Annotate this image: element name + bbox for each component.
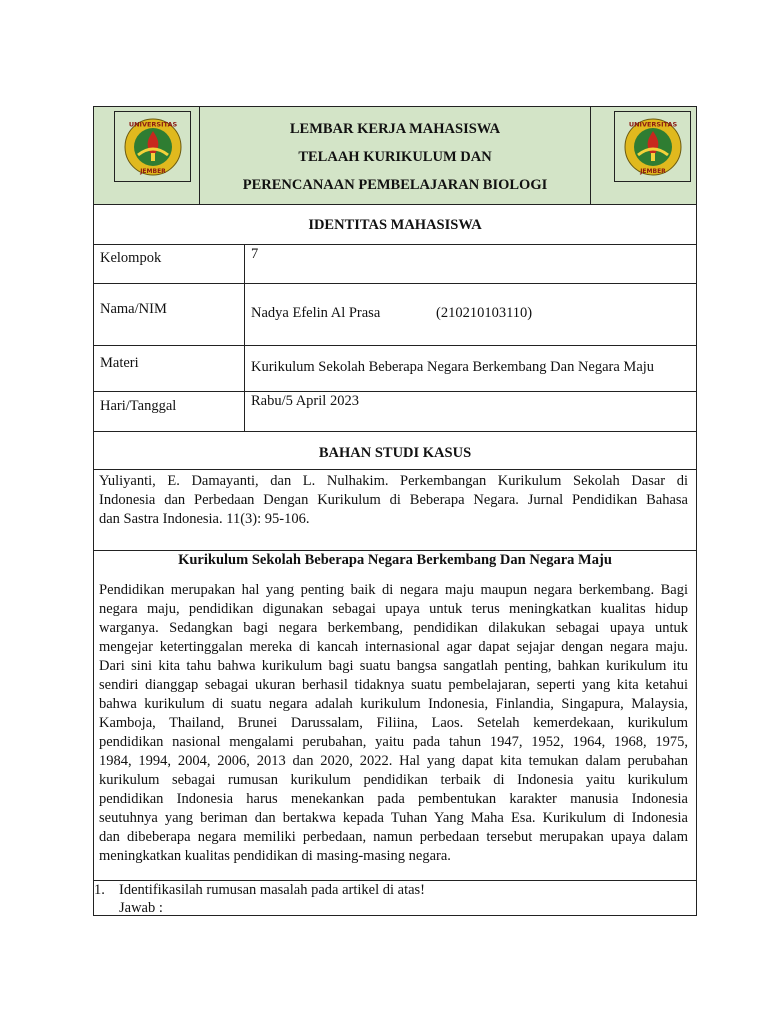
identity-label-nama: Nama/NIM [100,301,167,317]
article-line: Dari sini kita tahu bahwa kurikulum bagi suatu bangsa sangatlah penting, bahkan kurikulum itu [99,658,688,674]
identity-value-kelompok: 7 [251,246,259,262]
reference-citation [99,472,688,529]
article-line: Pendidikan merupakan hal yang penting baik di negara maju maupun negara berkembang. Bagi [99,582,688,598]
university-emblem-icon [122,117,184,177]
university-emblem-icon [622,117,684,177]
reference-line: Yuliyanti, E. Damayanti, dan L. Nulhakim. Perkembangan Kurikulum Sekolah Dasar di [99,473,688,489]
article-line: sendiri dianggap sebagai ukuran berhasil tidaknya suatu pembelajaran, seperti yang kita ketahui [99,677,688,693]
svg-text:JEMBER: JEMBER [640,168,666,175]
title-line-3: PERENCANAAN PEMBELAJARAN BIOLOGI [242,177,548,193]
article-line: negara maju, pendidikan digunakan sebagai upaya untuk terus meningkatkan kualitas hidup [99,601,688,617]
student-nim: (210210103110) [436,305,533,321]
article-line: meningkatkan kualitas pendidikan di masing-masing negara. [99,848,451,864]
reference-line: Indonesia dan Perbedaan Dengan Kurikulum di Beberapa Negara. Jurnal Pendidikan Bahasa [99,492,688,508]
university-logo-right [614,111,691,182]
question-text: Identifikasilah rumusan masalah pada artikel di atas! [119,882,426,898]
left-logo-cell [94,107,200,205]
university-logo-left [114,111,191,182]
reference-line: dan Sastra Indonesia. 11(3): 95-106. [99,511,310,527]
svg-text:UNIVERSITAS: UNIVERSITAS [628,120,678,129]
article-line: bahwa kurikulum di suatu negara adalah kurikulum Indonesia, Finlandia, Singapura, Malaysia, [99,696,688,712]
identity-value-materi: Kurikulum Sekolah Beberapa Negara Berkembang Dan Negara Maju [251,359,655,375]
header-row [94,107,696,205]
case-study-heading: BAHAN STUDI KASUS [318,445,472,461]
article-line: warganya. Sedangkan bagi negara berkembang, pendidikan dilakukan sebagai upaya untuk [99,620,688,636]
worksheet-title [200,107,590,205]
article-line: pendidikan nasional mengalami perubahan, yaitu pada tahun 1947, 1952, 1964, 1968, 1975, [99,734,688,750]
title-line-2: TELAAH KURIKULUM DAN [298,149,492,165]
right-logo-cell [590,107,696,205]
article-line: Kamboja, Thailand, Brunei Darussalam, Filiina, Laos. Setelah kemerdekaan, kurikulum [99,715,688,731]
article-title: Kurikulum Sekolah Beberapa Negara Berkembang Dan Negara Maju [178,552,612,568]
identity-label-tanggal: Hari/Tanggal [100,398,177,414]
article-line: dan dibeberapa negara memiliki perbedaan, namun perbedaan tersebut merupakan upaya dalam [99,829,688,845]
article-line: 1984, 1994, 2004, 2006, 2013 dan 2020, 2022. Hal yang dapat kita temukan dalam perubahan [99,753,688,769]
svg-text:UNIVERSITAS: UNIVERSITAS [128,120,178,129]
title-line-1: LEMBAR KERJA MAHASISWA [289,121,501,137]
answer-label: Jawab : [119,900,163,916]
identity-label-materi: Materi [100,355,139,371]
svg-text:JEMBER: JEMBER [140,168,166,175]
question-number: 1. [94,882,105,898]
identity-label-kelompok: Kelompok [100,250,162,266]
article-line: seutuhnya yang beriman dan bertakwa kepada Tuhan Yang Maha Esa. Kurikulum di Indonesia [99,810,688,826]
identity-heading: IDENTITAS MAHASISWA [308,217,482,233]
article-line: mengejar ketertinggalan mereka di kancah internasional agar dapat sejajar dengan negara maju. [99,639,688,655]
student-name: Nadya Efelin Al Prasa [251,305,381,321]
article-line: kurikulum sebagai rumusan kurikulum pendidikan terbaik di Indonesia yaitu kurikulum [99,772,688,788]
identity-value-nama [251,305,691,322]
article-line: pendidikan Indonesia harus menekankan pada pembentukan karakter manusia Indonesia [99,791,688,807]
identity-value-tanggal: Rabu/5 April 2023 [251,393,359,409]
worksheet-table [93,106,697,916]
article-body [99,581,688,866]
